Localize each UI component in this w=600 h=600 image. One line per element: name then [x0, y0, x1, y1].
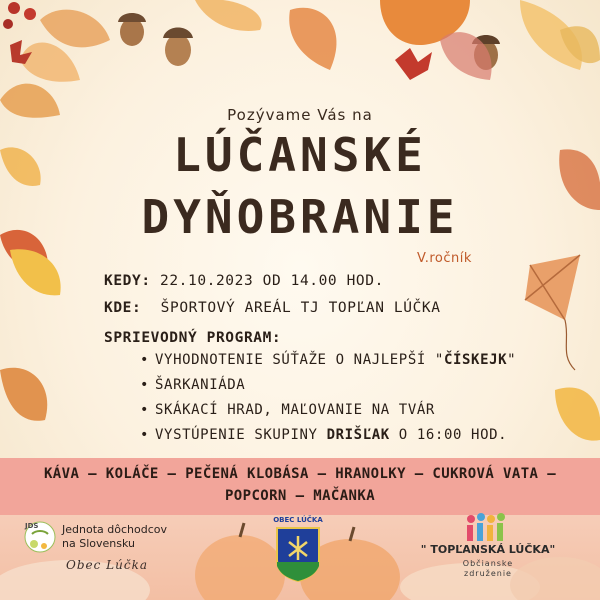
maple-leaf-icon: [395, 48, 432, 80]
program-heading: SPRIEVODNÝ PROGRAM:: [104, 330, 282, 346]
program-item-bold: DRIŠĽAK: [326, 427, 390, 443]
program-item: [140, 377, 245, 393]
jds-name-line2: na Slovensku: [62, 537, 135, 550]
bullet-icon: •: [140, 402, 150, 418]
association-logo-icon: [463, 513, 513, 543]
bullet-icon: •: [140, 377, 150, 393]
program-item: [140, 427, 507, 443]
program-item: [140, 352, 516, 368]
invite-text: Pozývame Vás na: [227, 106, 373, 124]
leaf-icon: [289, 8, 336, 70]
when-label: KEDY:: [104, 273, 151, 289]
berries-icon: [3, 2, 36, 29]
event-title-line1: LÚČANSKÉ: [173, 128, 427, 182]
acorn-icon: [163, 28, 193, 67]
edition-label: V.ročník: [417, 251, 472, 266]
bullet-icon: •: [140, 352, 150, 368]
acorn-icon: [118, 13, 146, 46]
jds-badge: JDS: [25, 522, 39, 530]
program-item-bold: ČÍSKEJK: [443, 352, 508, 368]
leaf-icon: [0, 10, 110, 118]
when-row: [104, 273, 384, 289]
program-item-text: ": [507, 352, 517, 368]
program-item-text: ŠARKANIÁDA: [155, 377, 246, 393]
jds-name-line1: Jednota dôchodcov: [62, 523, 167, 536]
bullet-icon: •: [140, 427, 150, 443]
association-type-line1: Občianske: [462, 559, 514, 568]
program-item-text: VYHODNOTENIE SÚŤAŽE O NAJLEPŠÍ ": [155, 352, 444, 368]
event-title-line2: DYŇOBRANIE: [141, 190, 459, 244]
food-line1: KÁVA – KOLÁČE – PEČENÁ KLOBÁSA – HRANOLKY – CUKROVÁ VATA –: [43, 466, 557, 482]
leaf-icon: [195, 0, 262, 31]
food-line2: POPCORN – MAČANKA: [224, 488, 376, 504]
leaf-icon: [0, 368, 47, 421]
leaf-icon: [555, 387, 600, 440]
leaf-icon: [10, 249, 61, 295]
association-type-line2: združenie: [464, 569, 512, 578]
where-value: ŠPORTOVÝ AREÁL TJ TOPĽAN LÚČKA: [160, 300, 441, 316]
association-name: " TOPĽANSKÁ LÚČKA": [420, 543, 556, 556]
where-label: KDE:: [104, 300, 142, 316]
kite-icon: [525, 255, 580, 370]
crest-label: OBEC LÚČKA: [273, 516, 323, 524]
crest-icon: [275, 526, 321, 582]
program-item-text: O 16:00 HOD.: [389, 427, 508, 443]
program-item-text: VYSTÚPENIE SKUPINY: [155, 427, 327, 443]
signature: Obec Lúčka: [66, 558, 148, 572]
when-value: 22.10.2023 OD 14.00 HOD.: [160, 273, 384, 289]
where-row: [104, 300, 441, 316]
program-item: [140, 402, 435, 418]
program-item-text: SKÁKACÍ HRAD, MAĽOVANIE NA TVÁR: [155, 402, 435, 418]
